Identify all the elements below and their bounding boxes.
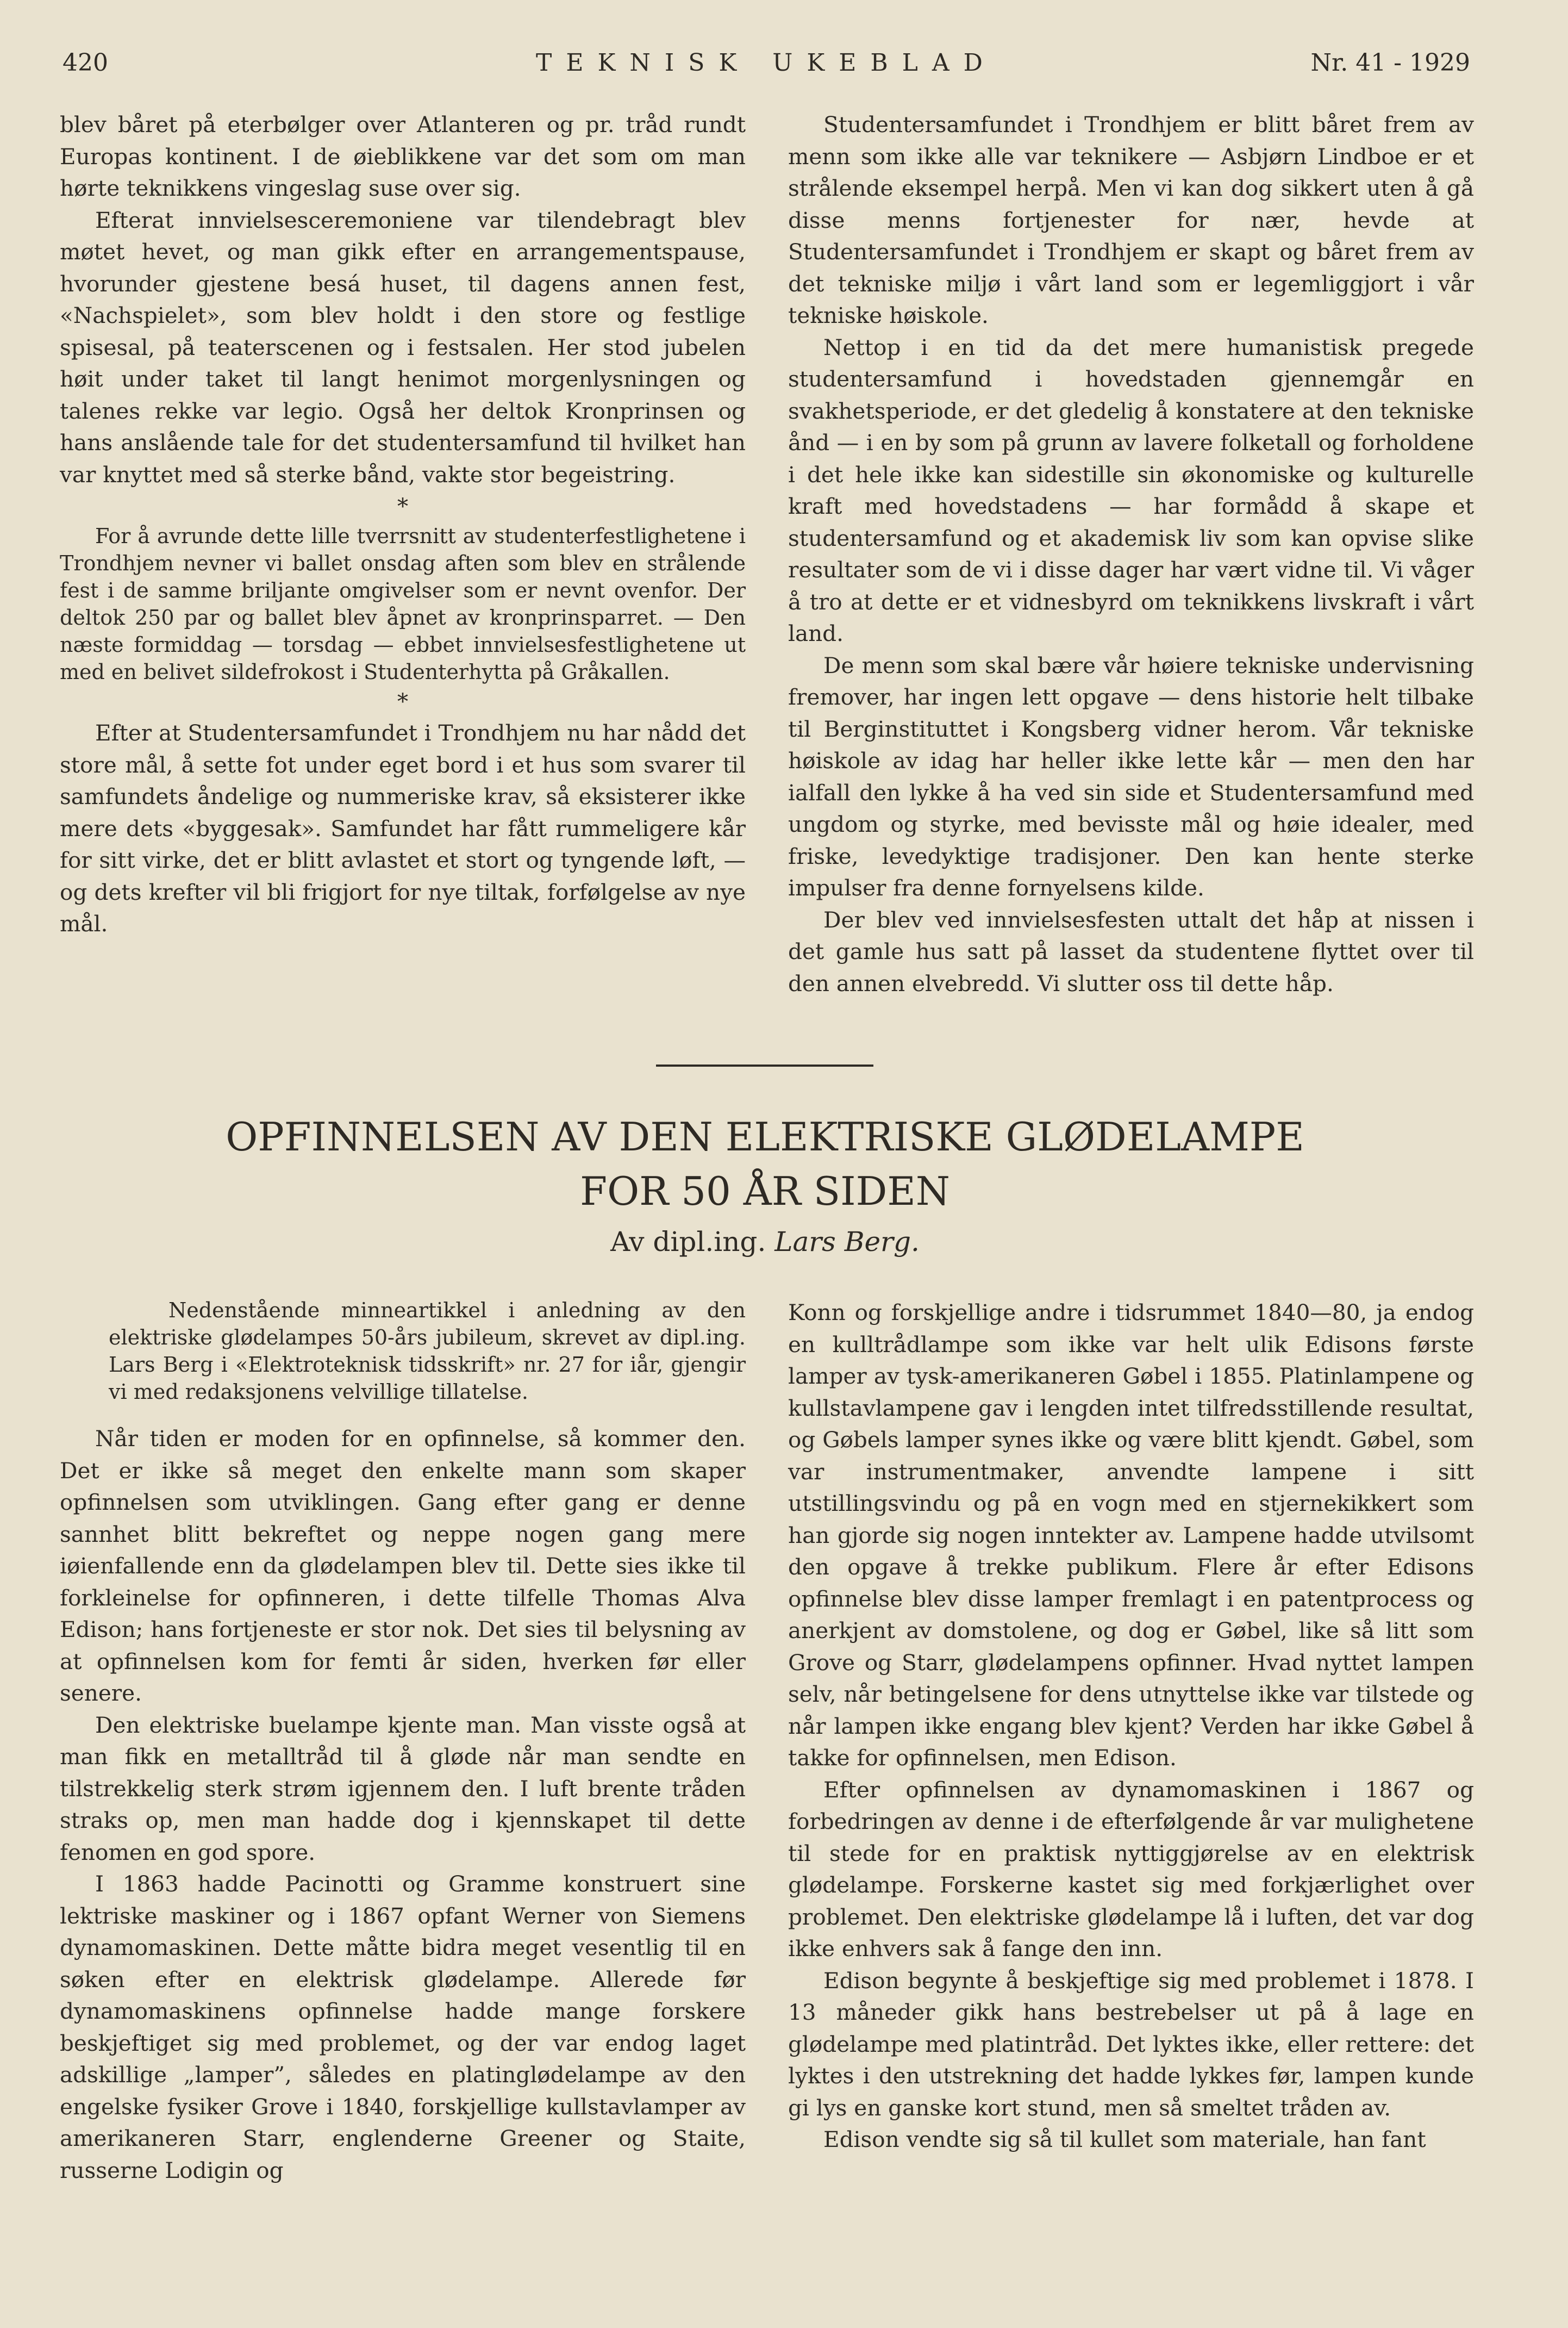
article-byline [60,1226,1470,1258]
paragraph: Efter at Studentersamfundet i Trondhjem nu har nådd det store mål, å sette fot under eget bord i et hus som svarer til samfundets åndelige og nummeriske krav, så eksisterer ikke mere dets «byggesak». Samfundet har fått rummeligere kår for sitt virke, det er blitt avlastet et stort og tyngende løft, — og dets krefter vil bli frigjort for nye tiltak, forfølgelse av nye mål. [60,720,746,937]
paragraph: I 1863 hadde Pacinotti og Gramme konstruert sine lektriske maskiner og i 1867 opfant Werner von Siemens dynamomaskinen. Dette måtte bidra meget vesentlig til en søken efter en elektrisk glødelampe. Allerede før dynamomaskinens opfinnelse hadde mange forskere beskjeftiget sig med problemet, og der var endog laget adskillige „lamper”, således en platinglødelampe av den engelske fysiker Grove i 1840, forskjellige kullstavlamper av amerikaneren Starr, englenderne Greener og Staite, russerne Lodigin og [60,1871,746,2183]
paragraph: Studentersamfundet i Trondhjem er blitt båret frem av menn som ikke alle var teknikere — Asbjørn Lindboe er et strålende eksempel herpå. Men vi kan dog sikkert uten å gå disse menns fortjenester for nær, hevde at Studentersamfundet i Trondhjem er skapt og båret frem av det tekniske miljø i vårt land som er legemliggjort i vår tekniske høiskole. [788,111,1474,328]
section-divider [656,1065,873,1067]
paragraph: Edison begynte å beskjeftige sig med problemet i 1878. I 13 måneder gikk hans bestrebelser ut på å lage en glødelampe med platintråd. Det lyktes ikke, eller rettere: det lyktes i den utstrekning det hadde lykkes før, lampen kunde gi lys en ganske kort stund, men så smeltet tråden av. [788,1967,1474,2121]
column-top-left [60,109,746,940]
paragraph: Når tiden er moden for en opfinnelse, så kommer den. Det er ikke så meget den enkelte mann som skaper opfinnelsen som utviklingen. Gang efter gang er denne sannhet blitt bekreftet og neppe nogen gang mere iøienfallende enn da glødelampen blev til. Dette sies ikke til forkleinelse for opfinneren, i dette tilfelle Thomas Alva Edison; hans fortjeneste er stor nok. Det sies til belysning av at opfinnelsen kom for femti år siden, hverken før eller senere. [60,1426,746,1706]
byline-author: Lars Berg. [774,1226,920,1258]
article-title-line-2: FOR 50 ÅR SIDEN [580,1168,950,1214]
paragraph: Efterat innvielsesceremoniene var tilendebragt blev møtet hevet, og man gikk efter en arrangementspause, hvorunder gjestene besá huset, til dagens annen fest, «Nachspielet», som blev holdt i den store og festlige spisesal, på teaterscenen og i festsalen. Her stod jubelen høit under taket til langt henimot morgenlysningen og talenes rekke var legio. Også her deltok Kronprinsen og hans anslående tale for det studentersamfund til hvilket han var knyttet med så sterke bånd, vakte stor begeistring. [60,207,746,488]
paragraph: De menn som skal bære vår høiere tekniske undervisning fremover, har ingen lett opgave — dens historie helt tilbake til Berginstituttet i Kongsberg vidner herom. Vår tekniske høiskole av idag har heller ikke lette kår — men den har ialfall den lykke å ha ved sin side et Studentersamfund med ungdom og styrke, med bevisste mål og høie idealer, med friske, levedyktige tradisjoner. Den kan hente sterke impulser fra denne fornyelsens kilde. [788,652,1474,901]
article-title-line-1: OPFINNELSEN AV DEN ELEKTRISKE GLØDELAMPE [226,1114,1304,1160]
column-bottom-right [788,1297,1474,2156]
paragraph: Efter opfinnelsen av dynamomaskinen i 1867 og forbedringen av denne i de efterfølgende år var mulighetene til stede for en praktisk nyttiggjørelse av en elektrisk glødelampe. Forskerne kastet sig med forkjærlighet over problemet. Den elektriske glødelampe lå i luften, det var dog ikke enhvers sak å fange den inn. [788,1776,1474,1962]
column-top-right [788,109,1474,999]
issue-number: Nr. 41 - 1929 [1310,49,1470,77]
section-separator: * [397,688,409,714]
paragraph: Edison vendte sig så til kullet som materiale, han fant [823,2126,1426,2152]
journal-title: TEKNISK UKEBLAD [536,49,997,77]
paragraph: blev båret på eterbølger over Atlanteren og pr. tråd rundt Europas kontinent. I de øieblikkene var det som om man hørte teknikkens vingeslag suse over sig. [60,111,746,201]
article-preface: Nedenstående minneartikkel i anledning av den elektriske glødelampes 50-års jubileum, skrevet av dipl.ing. Lars Berg i «Elektroteknisk tidsskrift» nr. 27 for iår, gjengir vi med redaksjonens velvillige tillatelse. [109,1298,746,1404]
paragraph: Konn og forskjellige andre i tidsrummet 1840—80, ja endog en kulltrådlampe som ikke var helt ulik Edisons første lamper av tysk-amerikaneren Gøbel i 1855. Platinlampene og kullstavlampene gav i lengden intet tilfredsstillende resultat, og Gøbels lamper synes ikke og være blitt kjendt. Gøbel, som var instrumentmaker, anvendte lampene i sitt utstillingsvindu og på en vogn med en stjernekikkert som han gjorde sig nogen inntekter av. Lampene hadde utvilsomt den opgave å trekke publikum. Flere år efter Edisons opfinnelse blev disse lamper fremlagt i en patentprocess og anerkjent av domstolene, og dog er Gøbel, like så litt som Grove og Starr, glødelampens opfinner. Hvad nyttet lampen selv, når betingelsene for dens utnyttelse ikke var tilstede og når lampen ikke engang blev kjent? Verden har ikke Gøbel å takke for opfinnelsen, men Edison. [788,1299,1474,1771]
page-header [63,49,1470,82]
paragraph: Der blev ved innvielsesfesten uttalt det håp at nissen i det gamle hus satt på lasset da studentene flyttet over til den annen elvebredd. Vi slutter oss til dette håp. [788,906,1474,997]
paragraph: For å avrunde dette lille tverrsnitt av studenterfestlighetene i Trondhjem nevner vi ballet onsdag aften som blev en strålende fest i de samme briljante omgivelser som er nevnt ovenfor. Der deltok 250 par og ballet blev åpnet av kronprinsparret. — Den næste formiddag — torsdag — ebbet innvielsesfestlighetene ut med en belivet sildefrokost i Studenterhytta på Gråkallen. [60,524,746,684]
page-number: 420 [63,49,108,77]
paragraph: Den elektriske buelampe kjente man. Man visste også at man fikk en metalltråd til å gløde når man sendte en tilstrekkelig sterk strøm igjennem den. I luft brente tråden straks op, men man hadde dog i kjennskapet til dette fenomen en god spore. [60,1711,746,1865]
byline-prefix: Av dipl.ing. [610,1226,766,1258]
section-separator: * [397,493,409,519]
column-bottom-left [60,1297,746,2186]
paragraph: Nettop i en tid da det mere humanistisk pregede studentersamfund i hovedstaden gjennemgår en svakhetsperiode, er det gledelig å konstatere at den tekniske ånd — i en by som på grunn av lavere folketall og forholdene i det hele ikke kan sidestille sin økonomiske og kulturelle kraft med hovedstadens — har formådd å skape et studentersamfund og et akademisk liv som kan opvise slike resultater som de vi i disse dager har vært vidne til. Vi våger å tro at dette er et vidnesbyrd om teknikkens livskraft i vårt land. [788,334,1474,646]
